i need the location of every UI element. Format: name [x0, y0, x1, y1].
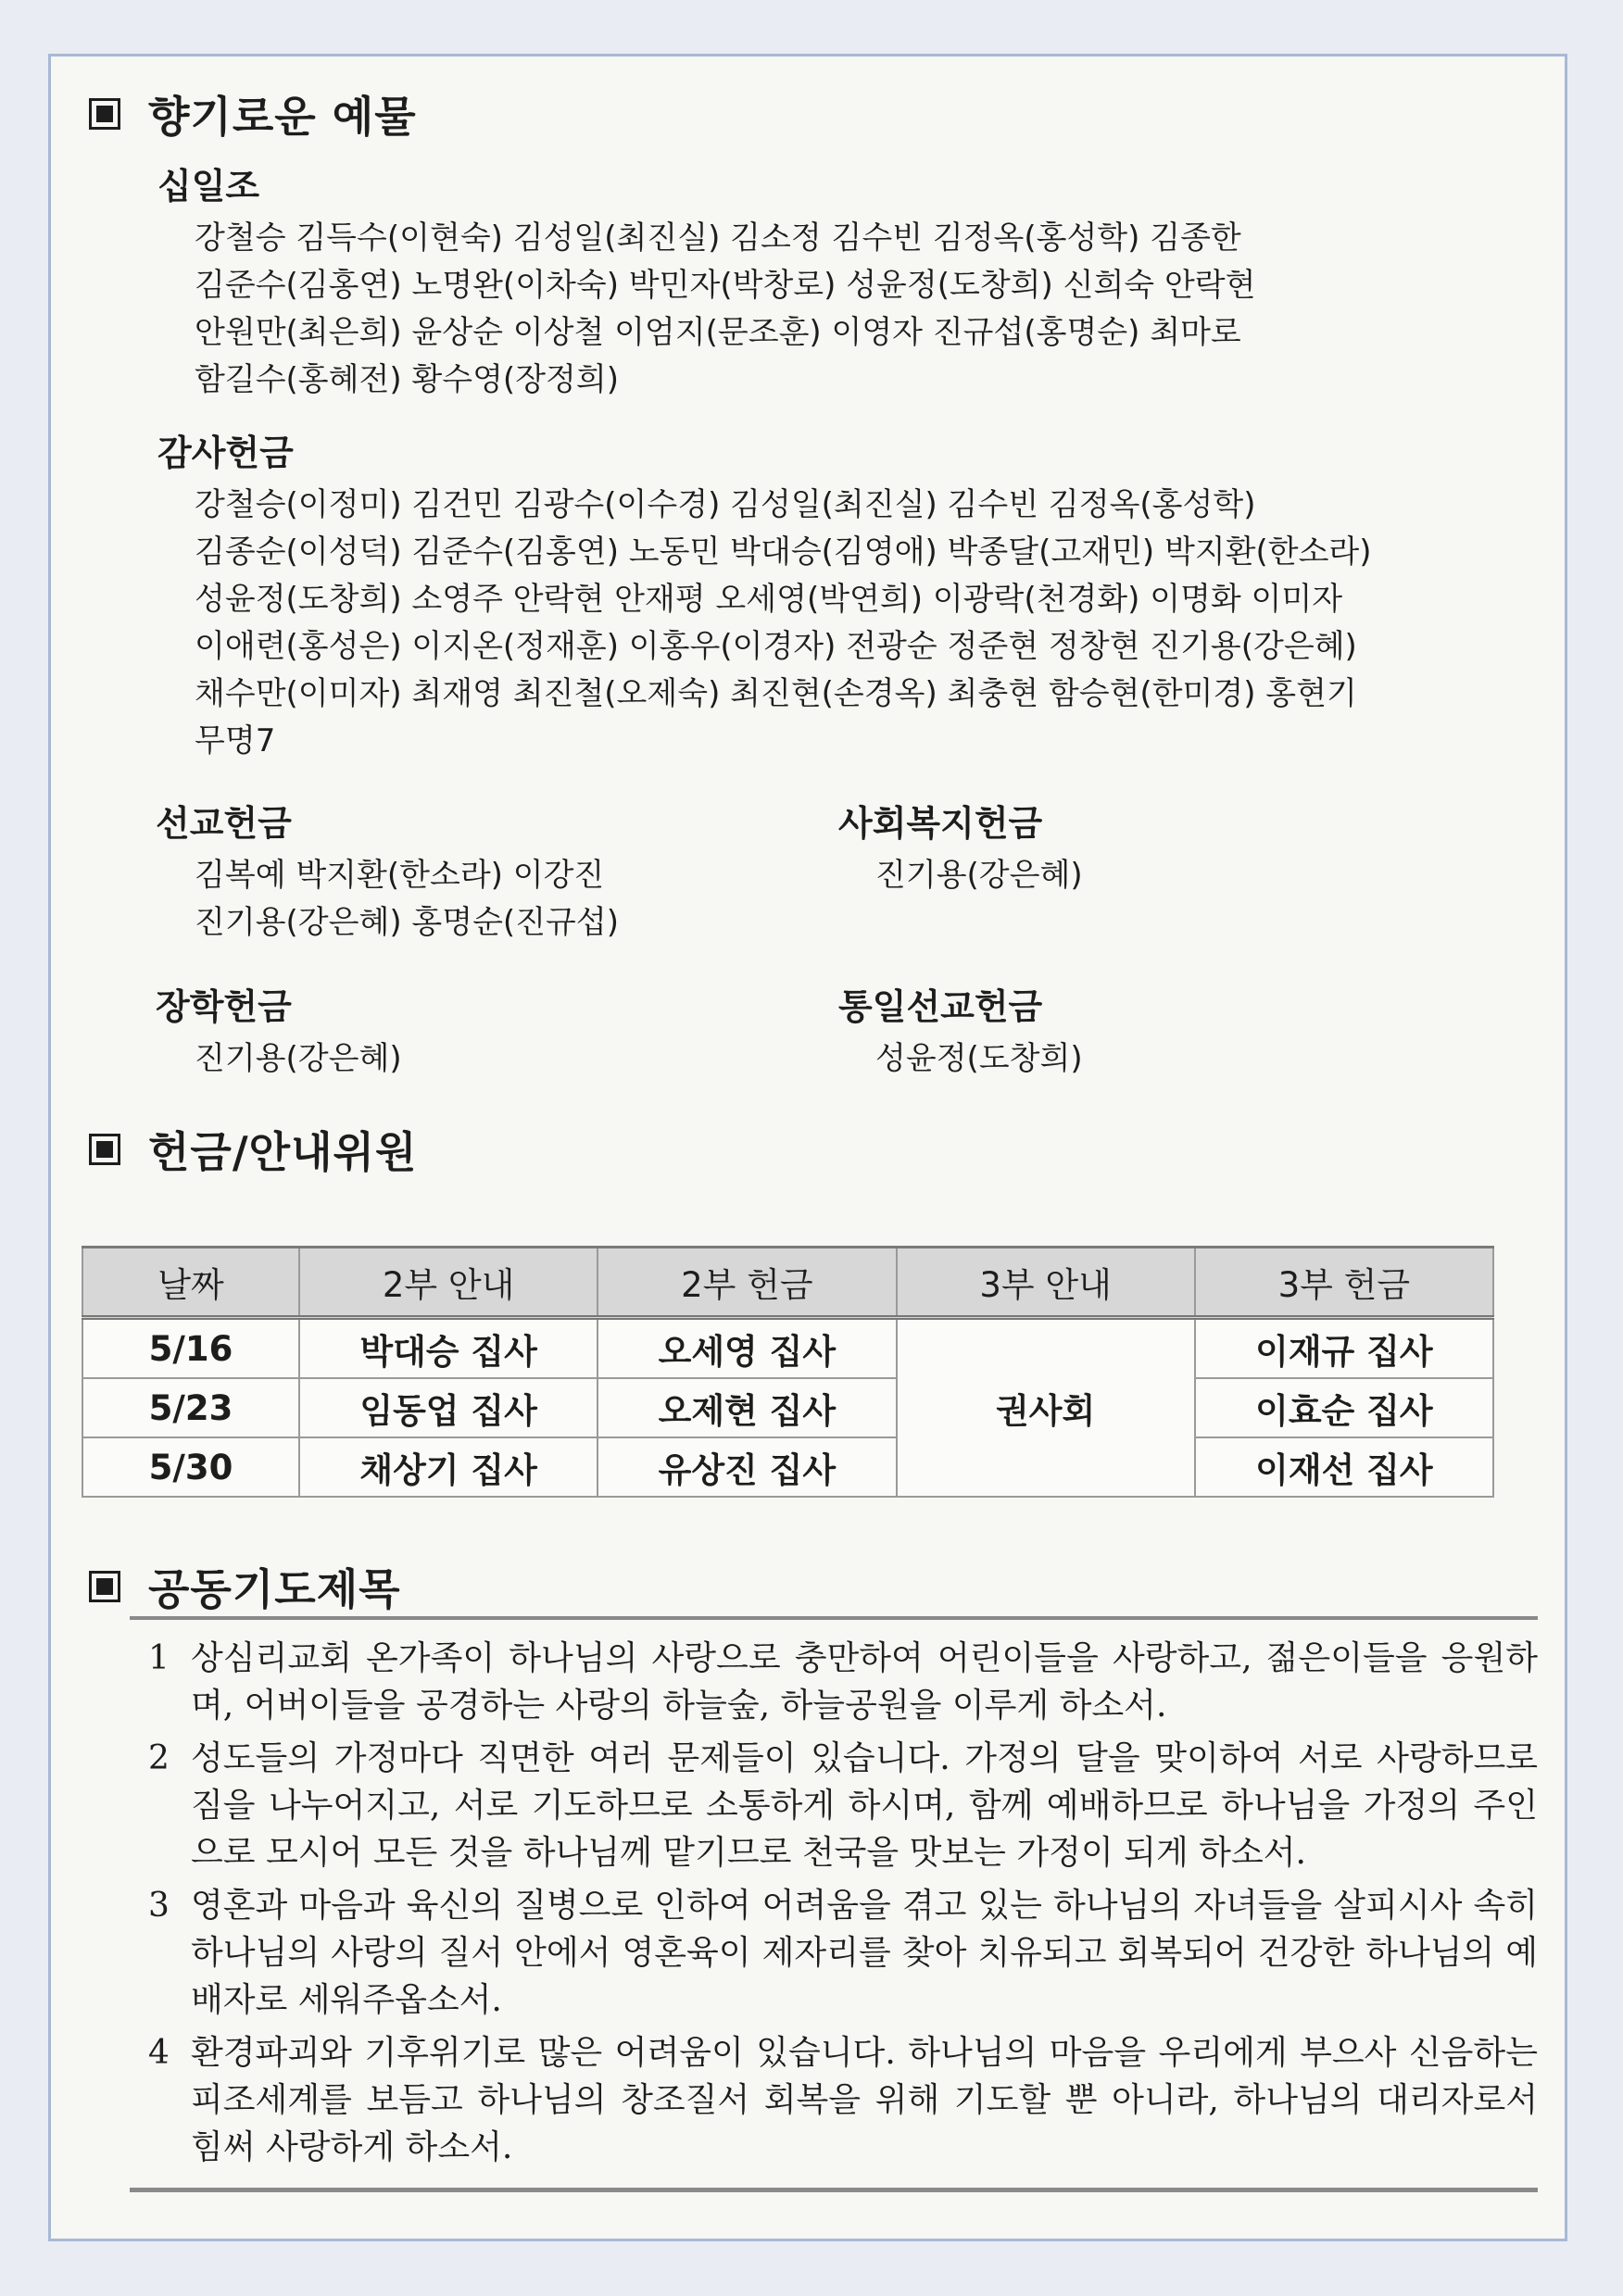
row-offer3: 이재규 집사 — [1195, 1318, 1493, 1379]
row-offer2: 오제현 집사 — [598, 1378, 896, 1437]
prayer-item — [148, 1735, 1538, 1876]
header-offer3: 3부 헌금 — [1195, 1248, 1493, 1318]
section-title-prayer: 공동기도제목 — [148, 1564, 401, 1614]
row-guide2: 박대승 집사 — [299, 1318, 598, 1379]
header-offer2: 2부 헌금 — [598, 1248, 896, 1318]
row-offer2: 오세영 집사 — [598, 1318, 896, 1379]
table-row — [82, 1437, 1493, 1497]
welfare-title: 사회복지헌금 — [838, 803, 1043, 844]
mission-title: 선교헌금 — [156, 803, 292, 844]
section-title-duty: 헌금/안내위원 — [148, 1127, 418, 1177]
row-offer3: 이효순 집사 — [1195, 1378, 1493, 1437]
prayer-number: 3 — [148, 1887, 170, 1925]
prayer-item — [148, 1882, 1538, 2024]
table-row — [82, 1378, 1493, 1437]
prayer-list — [130, 1616, 1538, 2192]
prayer-text: 환경파괴와 기후위기로 많은 어려움이 있습니다. 하나님의 마음을 우리에게 부으사 신음하는 피조세계를 보듬고 하나님의 창조질서 회복을 위해 기도할 뿐 아니라, 하나님의 대리자로서 힘써 사랑하게 하소서. — [191, 2034, 1538, 2166]
square-bullet-icon — [89, 98, 120, 130]
prayer-number: 1 — [148, 1639, 170, 1677]
row-guide2: 임동업 집사 — [299, 1378, 598, 1437]
table-header-row — [82, 1248, 1493, 1318]
section-header-prayer — [89, 1556, 401, 1617]
header-guide3: 3부 안내 — [897, 1248, 1195, 1318]
unification-title: 통일선교헌금 — [838, 986, 1043, 1027]
row-offer2: 유상진 집사 — [598, 1437, 896, 1497]
header-date: 날짜 — [82, 1248, 299, 1318]
row-date: 5/16 — [82, 1318, 299, 1379]
header-guide2: 2부 안내 — [299, 1248, 598, 1318]
mission-names: 김복예 박지환(한소라) 이강진 진기용(강은혜) 홍명순(진규섭) — [195, 857, 619, 941]
row-offer3: 이재선 집사 — [1195, 1437, 1493, 1497]
scholarship-names: 진기용(강은혜) — [195, 1040, 402, 1077]
section-title-offerings: 향기로운 예물 — [148, 92, 417, 142]
thanks-title: 감사헌금 — [157, 433, 294, 473]
square-bullet-icon — [89, 1571, 120, 1602]
welfare-names: 진기용(강은혜) — [875, 857, 1083, 894]
prayer-number: 4 — [148, 2034, 170, 2072]
square-bullet-icon — [89, 1134, 120, 1165]
prayer-text: 영혼과 마음과 육신의 질병으로 인하여 어려움을 겪고 있는 하나님의 자녀들을 살피시사 속히 하나님의 사랑의 질서 안에서 영혼육이 제자리를 찾아 치유되고 회복되어 건강한 하나님의 예배자로 세워주옵소서. — [191, 1887, 1538, 2019]
row-date: 5/23 — [82, 1378, 299, 1437]
table-row — [82, 1318, 1493, 1379]
tithe-title: 십일조 — [157, 166, 260, 207]
section-header-duty — [89, 1119, 417, 1180]
prayer-item — [148, 1635, 1538, 1729]
section-header-offerings — [89, 83, 417, 144]
row-date: 5/30 — [82, 1437, 299, 1497]
prayer-text: 성도들의 가정마다 직면한 여러 문제들이 있습니다. 가정의 달을 맞이하여 서로 사랑하므로 짐을 나누어지고, 서로 기도하므로 소통하게 하시며, 함께 예배하므로 하나님을 가정의 주인으로 모시어 모든 것을 하나님께 맡기므로 천국을 맛보는 가정이 되게 하소서. — [191, 1739, 1538, 1872]
row-guide2: 채상기 집사 — [299, 1437, 598, 1497]
duty-table — [82, 1246, 1494, 1498]
scholarship-title: 장학헌금 — [156, 986, 292, 1027]
prayer-text: 상심리교회 온가족이 하나님의 사랑으로 충만하여 어린이들을 사랑하고, 젊은이들을 응원하며, 어버이들을 공경하는 사랑의 하늘숲, 하늘공원을 이루게 하소서. — [191, 1639, 1538, 1725]
prayer-number: 2 — [148, 1739, 170, 1777]
row-guide3-merged: 권사회 — [897, 1318, 1195, 1498]
unification-names: 성윤정(도창희) — [875, 1040, 1083, 1077]
tithe-names: 강철승 김득수(이현숙) 김성일(최진실) 김소정 김수빈 김정옥(홍성학) 김종한 김준수(김홍연) 노명완(이차숙) 박민자(박창로) 성윤정(도창희) 신희숙 안락현 안원만(최은희) 윤상순 이상철 이엄지(문조훈) 이영자 진규섭(홍명순) 최마로 함길수(홍혜전) 황수영(장정희) — [195, 220, 1256, 398]
thanks-names: 강철승(이정미) 김건민 김광수(이수경) 김성일(최진실) 김수빈 김정옥(홍성학) 김종순(이성덕) 김준수(김홍연) 노동민 박대승(김영애) 박종달(고재민) 박지환(한소라) 성윤정(도창희) 소영주 안락현 안재평 오세영(박연희) 이광락(천경화) 이명화 이미자 이애련(홍성은) 이지온(정재훈) 이홍우(이경자) 전광순 정준현 정창현 진기용(강은혜) 채수만(이미자) 최재영 최진철(오제숙) 최진현(손경옥) 최충현 함승현(한미경) 홍현기 무명7 — [195, 486, 1372, 759]
prayer-item — [148, 2029, 1538, 2171]
